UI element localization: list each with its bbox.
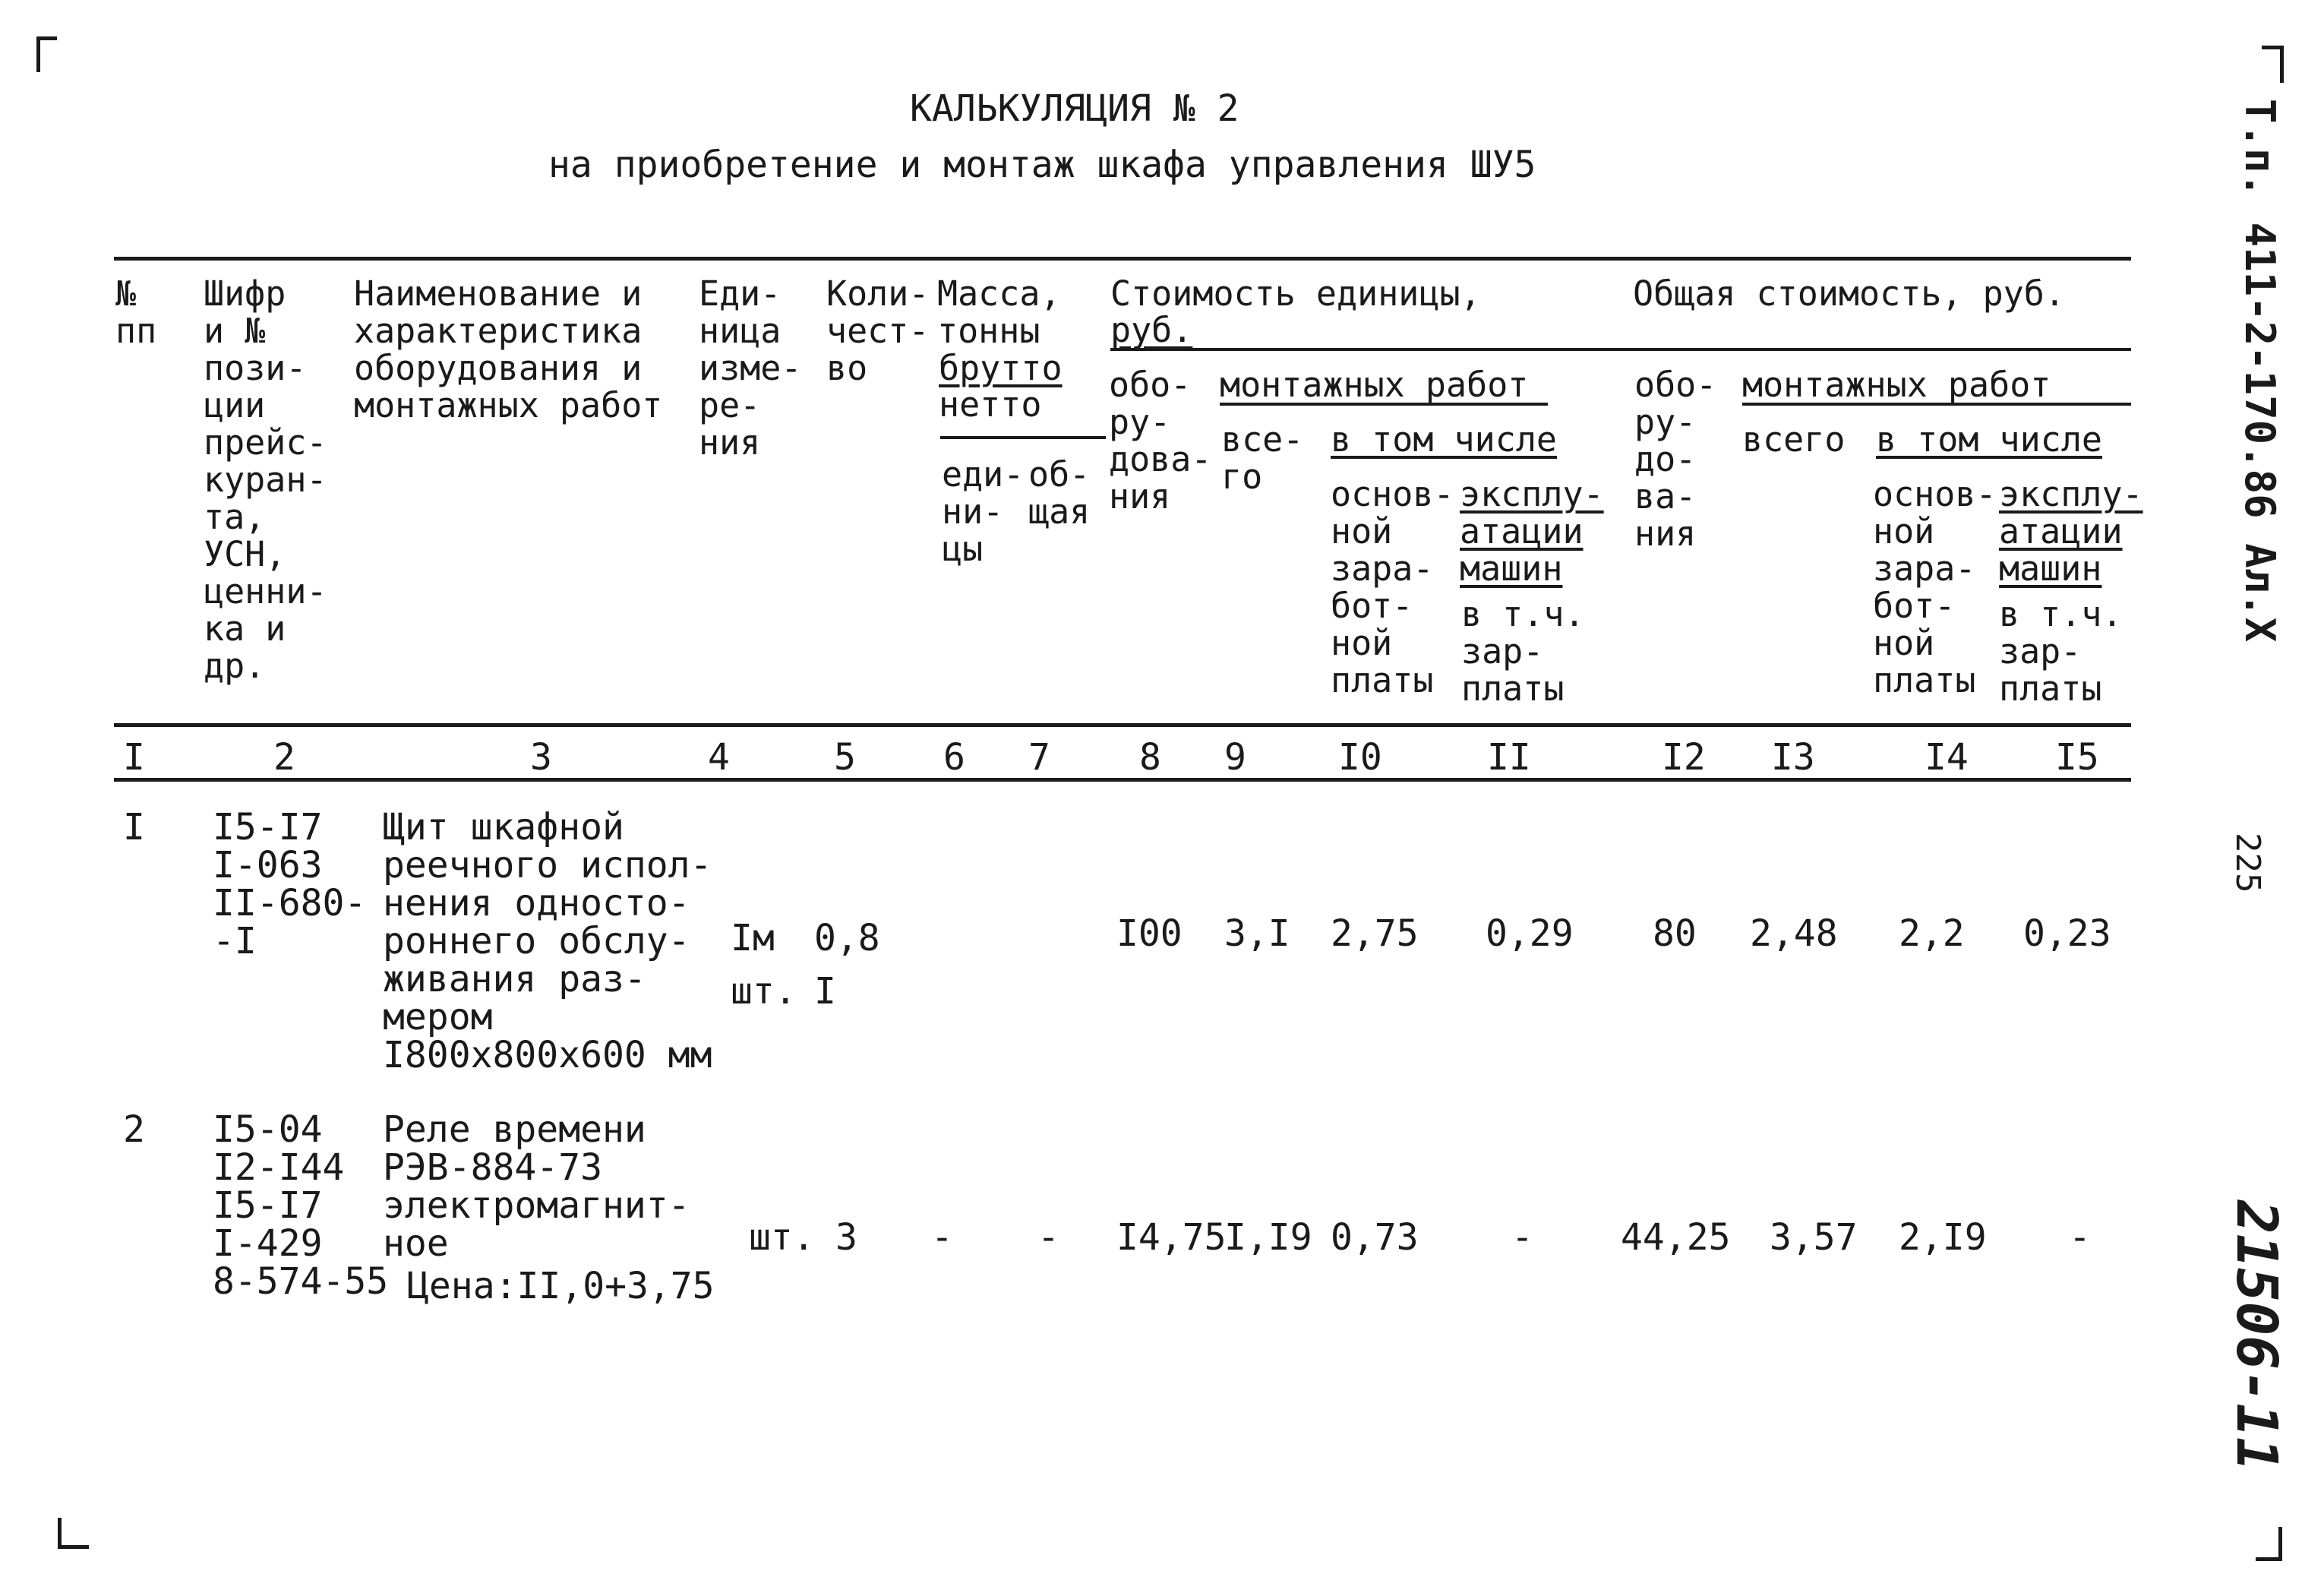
row-number: 2 [123, 1108, 145, 1151]
header-mass-total: об- щая [1028, 454, 1091, 532]
header-unit-machines-salary: в т.ч. зар- платы [1461, 594, 1585, 709]
row-basic-salary: 2,75 [1331, 912, 1419, 955]
unit-cost-rule [1110, 348, 2131, 351]
corner-mark-bottom-left [58, 1518, 89, 1549]
column-number-8: 8 [1139, 736, 1161, 779]
header-total-cost: Общая стоимость, руб. [1633, 273, 2065, 314]
header-name: Наименование и характеристика оборудования и монтажных работ [354, 273, 663, 425]
header-mass-unit: еди- ни- цы [942, 454, 1025, 569]
row-mass-total: - [1037, 1216, 1059, 1259]
row-mount-total: I,I9 [1224, 1216, 1312, 1259]
row-code: I5-I7 I-063 II-680- -I [213, 806, 367, 962]
header-mass-netto: нетто [939, 384, 1042, 425]
column-number-15: I5 [2055, 736, 2099, 779]
column-number-10: I0 [1338, 736, 1382, 779]
row-machines: 0,29 [1486, 912, 1574, 955]
header-unit-cost: Стоимость единицы, [1110, 273, 1481, 314]
header-row-number: № пп [115, 273, 157, 351]
column-number-9: 9 [1224, 736, 1246, 779]
column-number-3: 3 [530, 736, 552, 779]
row-total-basic-salary: 2,I9 [1899, 1216, 1987, 1259]
handwritten-number: 21506-11 [2224, 1200, 2289, 1471]
row-quantity: 0,8 I [814, 917, 880, 1013]
header-unit-equipment: обо- ру- дова- ния [1109, 365, 1212, 517]
header-code: Шифр и № пози- ции прейс- куран- та, УСН, ценни- ка и др. [204, 273, 327, 686]
column-number-7: 7 [1028, 736, 1050, 779]
header-unit-including: в том числе [1331, 419, 1558, 460]
row-price-note: Цена:II,0+3,75 [407, 1265, 715, 1307]
row-name: Щит шкафной реечного испол- нения односто- роннего обслу- живания раз- мером I800х800х600 мм [383, 806, 712, 1076]
row-quantity: 3 [835, 1216, 857, 1259]
header-total-machines: эксплу- атации машин [1999, 474, 2143, 589]
row-basic-salary: 0,73 [1331, 1216, 1419, 1259]
header-unit: Еди- ница изме- ре- ния [699, 273, 802, 463]
header-total-equipment: обо- ру- до- ва- ния [1634, 365, 1717, 554]
row-number: I [123, 806, 145, 849]
header-bottom-rule [114, 723, 2131, 727]
document-subtitle: на приобретение и монтаж шкафа управления ШУ5 [548, 144, 1536, 186]
row-equipment-cost: I00 [1116, 912, 1183, 955]
row-total-equipment: 44,25 [1621, 1216, 1731, 1259]
column-number-6: 6 [943, 736, 965, 779]
column-number-4: 4 [708, 736, 730, 779]
column-number-14: I4 [1925, 736, 1969, 779]
row-equipment-cost: I4,75 [1116, 1216, 1227, 1259]
header-unit-mount-works: монтажных работ [1220, 365, 1529, 405]
column-number-1: I [123, 736, 145, 779]
header-mass-brutto: брутто [939, 348, 1063, 388]
row-total-mount: 2,48 [1750, 912, 1838, 955]
mass-divider-rule [940, 436, 1106, 439]
document-title: КАЛЬКУЛЯЦИЯ № 2 [910, 87, 1239, 130]
margin-stamp: Т.п. 411-2-170.86 Ал.Х [2236, 99, 2284, 643]
header-top-rule [114, 257, 2131, 261]
header-total-basic-salary: основ- ной зара- бот- ной платы [1873, 474, 1997, 700]
row-machines: - [1511, 1216, 1533, 1259]
row-code: I5-04 I2-I44 I5-I7 I-429 8-574-55 [213, 1108, 389, 1303]
row-name: Реле времени РЭВ-884-73 электромагнит- ное [383, 1108, 690, 1265]
header-total-mount-all: всего [1742, 419, 1846, 460]
header-total-including: в том числе [1876, 419, 2103, 460]
row-mass-unit: - [931, 1216, 953, 1259]
header-total-mount-works: монтажных работ [1742, 365, 2051, 405]
header-total-machines-salary: в т.ч. зар- платы [1999, 594, 2123, 709]
corner-mark-top-right [2262, 46, 2284, 83]
row-total-mount: 3,57 [1770, 1216, 1858, 1259]
row-unit: шт. [749, 1216, 815, 1259]
corner-mark-top-left [36, 36, 57, 72]
corner-mark-bottom-right [2256, 1527, 2282, 1561]
column-number-2: 2 [273, 736, 295, 779]
column-number-12: I2 [1662, 736, 1706, 779]
row-mount-total: 3,I [1224, 912, 1290, 955]
row-total-basic-salary: 2,2 [1899, 912, 1965, 955]
row-total-machines: - [2069, 1216, 2091, 1259]
column-number-11: II [1487, 736, 1531, 779]
column-numbers-rule [114, 778, 2131, 782]
header-quantity: Коли- чест- во [826, 273, 930, 388]
page-number: 225 [2228, 833, 2267, 893]
header-mass: Масса, тонны [937, 273, 1061, 351]
header-unit-basic-salary: основ- ной зара- бот- ной платы [1331, 474, 1454, 700]
row-total-equipment: 80 [1653, 912, 1697, 955]
row-unit: Iм шт. [731, 917, 797, 1013]
header-unit-machines: эксплу- атации машин [1460, 474, 1604, 589]
column-number-13: I3 [1771, 736, 1815, 779]
header-unit-mount-all: все- го [1221, 419, 1304, 497]
row-total-machines: 0,23 [2023, 912, 2111, 955]
header-unit-cost-rub: руб. [1110, 310, 1193, 350]
column-number-5: 5 [834, 736, 856, 779]
